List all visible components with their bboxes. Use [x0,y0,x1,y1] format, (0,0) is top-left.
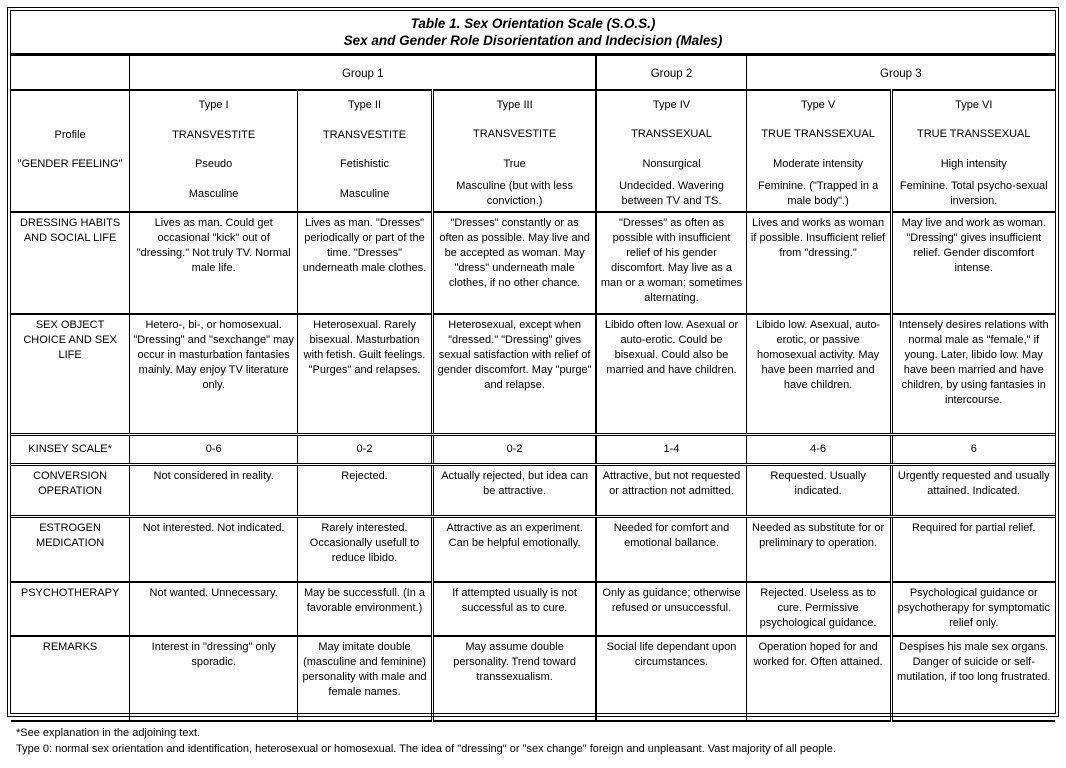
remarks-cell-type-iv: Social life dependant upon circumstances. [596,636,746,721]
profile-cell-type-vi [891,90,1055,212]
type-ii-feeling: Masculine [339,187,390,200]
type-iii-subtype: True [503,157,526,170]
conversion-cell-type-v: Requested. Usually indicated. [746,465,891,517]
sex-object-cell-type-ii: Heterosexual. Rarely bisexual. Masturbation with fetish. Guilt feelings. "Purges" and relapses. [298,314,433,435]
estrogen-medication-row [11,517,1055,583]
kinsey-cell-type-iv: 1-4 [596,435,746,465]
type-vi-category: TRUE TRANSSEXUAL [917,128,1031,141]
profile-cell-type-v [746,90,891,212]
dressing-cell-type-vi: May live and work as woman. "Dressing" gives insufficient relief. Gender discomfort intense. [891,212,1055,314]
type-i-heading: Type I [198,99,229,112]
profile-row [11,90,1055,212]
estrogen-cell-type-i: Not interested. Not indicated. [130,517,298,583]
dressing-habits-row [11,212,1055,314]
type-ii-category: TRANSVESTITE [322,128,407,141]
conversion-cell-type-i: Not considered in reality. [130,465,298,517]
psychotherapy-cell-type-iii: If attempted usually is not successful as to cure. [432,582,596,636]
conversion-cell-type-iv: Attractive, but not requested or attraction not admitted. [596,465,746,517]
type-v-subtype: Moderate intensity [773,157,864,170]
type-i-feeling: Masculine [188,187,239,200]
table-title [11,11,1055,55]
sex-object-cell-type-iii: Heterosexual, except when "dressed." "Dressing" gives sexual satisfaction with relief of gender discomfort. May "purge" and relapse. [432,314,596,435]
corner-empty-cell [11,55,130,91]
profile-label-line2: "GENDER FEELING" [17,158,123,171]
group-header-1: Group 1 [130,55,597,91]
footnote-asterisk: *See explanation in the adjoining text. [16,727,201,739]
footnote-type0: Type 0: normal sex orientation and identification, heterosexual or homosexual. The idea of "dressing" or "sex change" foreign and unpleasant. Vast majority of all people. [16,743,836,755]
psychotherapy-cell-type-ii: May be successfull. (In a favorable environment.) [298,582,433,636]
kinsey-cell-type-iii: 0-2 [432,435,596,465]
group-header-2: Group 2 [596,55,746,91]
estrogen-cell-type-iii: Attractive as an experiment. Can be helpful emotionally. [432,517,596,583]
kinsey-cell-type-vi: 6 [891,435,1055,465]
type-iv-category: TRANSSEXUAL [631,128,712,141]
footnotes [11,721,1055,768]
profile-cell-type-iii [432,90,596,212]
dressing-cell-type-iv: "Dresses" as often as possible with insufficient relief of his gender discomfort. May live as a man or a woman; sometimes alternating. [596,212,746,314]
table-title-line2: Sex and Gender Role Disorientation and Indecision (Males) [343,33,723,48]
type-vi-subtype: High intensity [940,157,1007,170]
kinsey-cell-type-i: 0-6 [130,435,298,465]
kinsey-cell-type-v: 4-6 [746,435,891,465]
type-ii-heading: Type II [347,99,382,112]
remarks-cell-type-vi: Despises his male sex organs. Danger of suicide or self-mutilation, if too long frustrated. [891,636,1055,721]
kinsey-cell-type-ii: 0-2 [298,435,433,465]
profile-cell-type-ii [298,90,433,212]
conversion-cell-type-ii: Rejected. [298,465,433,517]
profile-label-line1: Profile [54,128,86,141]
remarks-row [11,636,1055,721]
dressing-cell-type-ii: Lives as man. "Dresses" periodically or part of the time. "Dresses" underneath male clothes. [298,212,433,314]
type-iii-category: TRANSVESTITE [473,128,557,141]
type-v-feeling: Feminine. ("Trapped in a male body".) [757,180,879,207]
type-i-category: TRANSVESTITE [172,128,256,141]
row-label-dressing-habits: DRESSING HABITS AND SOCIAL LIFE [11,212,130,314]
dressing-cell-type-v: Lives and works as woman if possible. Insufficient relief from "dressing." [746,212,891,314]
type-iii-feeling: Masculine (but with less conviction.) [456,180,573,207]
type-vi-feeling: Feminine. Total psycho-sexual inversion. [899,180,1048,207]
type-v-heading: Type V [800,99,836,112]
estrogen-cell-type-iv: Needed for comfort and emotional ballance. [596,517,746,583]
estrogen-cell-type-v: Needed as substitute for or preliminary to operation. [746,517,891,583]
row-label-sex-object: SEX OBJECT CHOICE AND SEX LIFE [11,314,130,435]
sos-table [11,11,1055,768]
type-vi-heading: Type VI [955,99,993,112]
row-label-psychotherapy: PSYCHOTHERAPY [11,582,130,636]
psychotherapy-cell-type-v: Rejected. Useless as to cure. Permissive psychological guidance. [746,582,891,636]
type-iv-subtype: Nonsurgical [642,157,701,170]
type-ii-subtype: Fetishistic [340,158,389,171]
row-label-remarks: REMARKS [11,636,130,721]
table-frame [7,7,1059,755]
conversion-cell-type-vi: Urgently requested and usually attained. Indicated. [891,465,1055,517]
sex-object-cell-type-vi: Intensely desires relations with normal male as "female," if young. Later, libido low. May have been married and have children, by using fantasies in intercourse. [891,314,1055,435]
psychotherapy-row [11,582,1055,636]
type-iv-feeling: Undecided. Wavering between TV and TS. [619,180,724,207]
kinsey-scale-row [11,435,1055,465]
type-iv-heading: Type IV [652,99,691,112]
sex-object-cell-type-v: Libido low. Asexual, auto-erotic, or passive homosexual activity. May have been married and have children. [746,314,891,435]
type-iii-heading: Type III [496,99,533,112]
remarks-cell-type-iii: May assume double personality. Trend toward transsexualism. [432,636,596,721]
group-header-row [11,55,1055,91]
dressing-cell-type-iii: "Dresses" constantly or as often as possible. May live and be accepted as woman. May "dress" underneath male clothes, if no other chance. [432,212,596,314]
group-header-3: Group 3 [746,55,1055,91]
table-title-line1: Table 1. Sex Orientation Scale (S.O.S.) [410,16,656,31]
profile-cell-type-i [130,90,298,212]
type-i-subtype: Pseudo [194,158,233,171]
conversion-operation-row [11,465,1055,517]
footnote-row [11,721,1055,768]
remarks-cell-type-ii: May imitate double (masculine and feminine) personality with male and female names. [298,636,433,721]
estrogen-cell-type-vi: Required for partial relief. [891,517,1055,583]
sex-object-cell-type-i: Hetero-, bi-, or homosexual. "Dressing" and "sexchange" may occur in masturbation fantasies mainly. May enjoy TV literature only. [130,314,298,435]
conversion-cell-type-iii: Actually rejected, but idea can be attractive. [432,465,596,517]
row-label-estrogen-medication: ESTROGEN MEDICATION [11,517,130,583]
psychotherapy-cell-type-iv: Only as guidance; otherwise refused or unsuccessful. [596,582,746,636]
estrogen-cell-type-ii: Rarely interested. Occasionally usefull to reduce libido. [298,517,433,583]
title-row [11,11,1055,55]
type-v-category: TRUE TRANSSEXUAL [761,128,875,141]
row-label-conversion-operation: CONVERSION OPERATION [11,465,130,517]
profile-cell-type-iv [596,90,746,212]
dressing-cell-type-i: Lives as man. Could get occasional "kick" out of "dressing." Not truly TV. Normal male life. [130,212,298,314]
row-label-kinsey-scale: KINSEY SCALE* [11,435,130,465]
sex-object-row [11,314,1055,435]
psychotherapy-cell-type-i: Not wanted. Unnecessary. [130,582,298,636]
remarks-cell-type-i: Interest in "dressing" only sporadic. [130,636,298,721]
psychotherapy-cell-type-vi: Psychological guidance or psychotherapy for symptomatic relief only. [891,582,1055,636]
row-label-profile [11,90,130,212]
remarks-cell-type-v: Operation hoped for and worked for. Often attained. [746,636,891,721]
sex-object-cell-type-iv: Libido often low. Asexual or auto-erotic. Could be bisexual. Could also be married and have children. [596,314,746,435]
